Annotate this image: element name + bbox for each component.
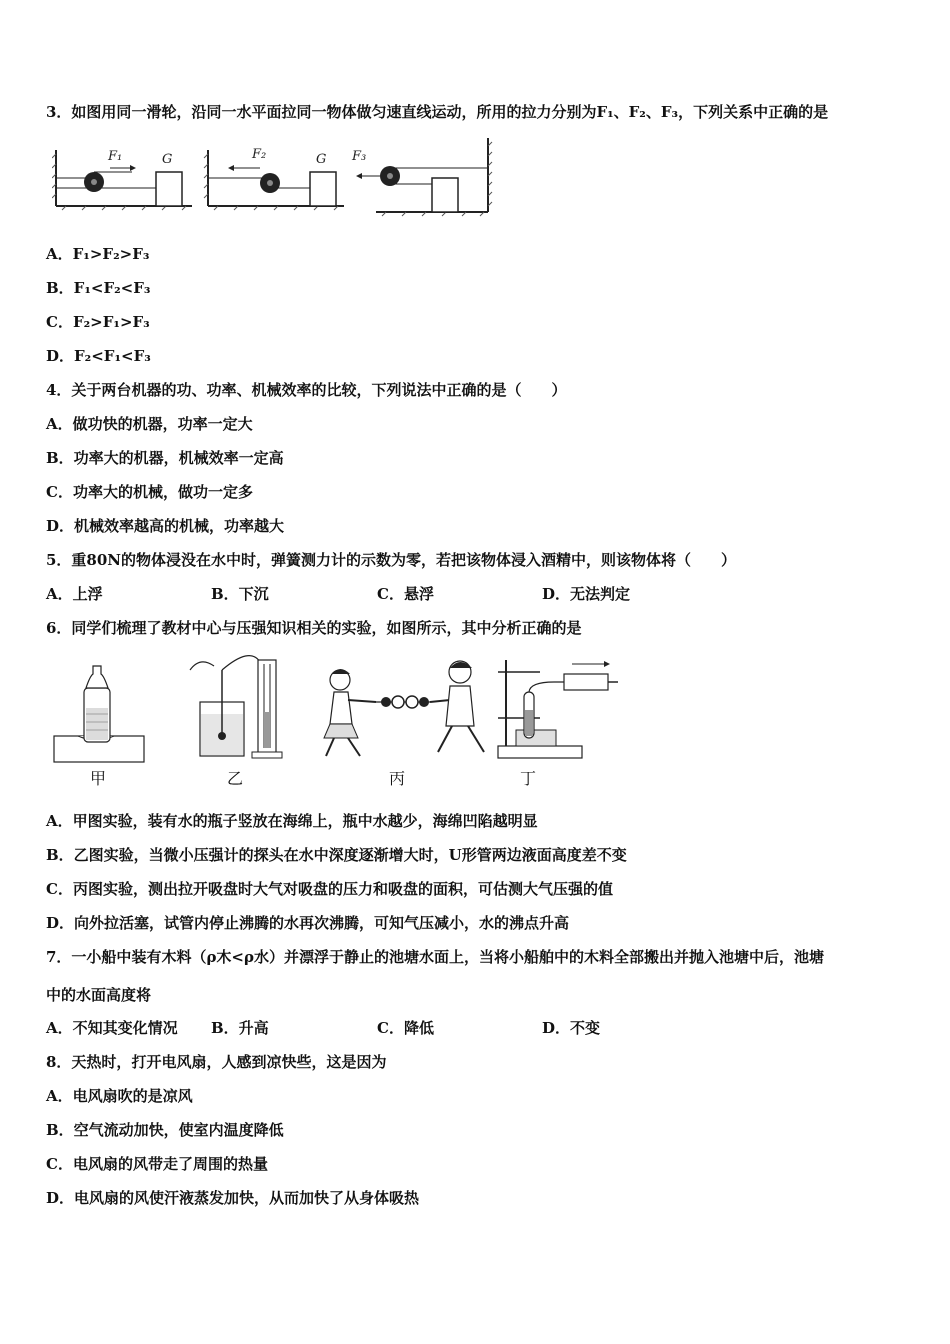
label-g-1: G [162,152,173,167]
q7-option-c[interactable]: C．降低 [377,1019,434,1037]
pulley-panel-3 [351,138,492,216]
label-f2: F₂ [252,147,267,162]
q3-option-c[interactable]: C．F₂>F₁>F₃ [46,313,150,331]
q5-stem: 5．重80N的物体浸没在水中时，弹簧测力计的示数为零，若把该物体浸入酒精中，则该物体将（ ） [46,551,737,569]
q3-option-a[interactable]: A．F₁>F₂>F₃ [46,245,150,263]
q3-option-b[interactable]: B．F₁<F₂<F₃ [46,279,151,297]
q7-option-b[interactable]: B．升高 [211,1019,269,1037]
q5-option-b[interactable]: B．下沉 [211,585,269,603]
q8-stem: 8．天热时，打开电风扇，人感到凉快些，这是因为 [46,1053,387,1071]
q7-option-d[interactable]: D．不变 [542,1019,601,1037]
label-f3: F₃ [352,149,367,164]
q4-option-c[interactable]: C．功率大的机械，做功一定多 [46,483,253,501]
pulley-panel-2 [204,147,344,210]
q6-option-a[interactable]: A．甲图实验，装有水的瓶子竖放在海绵上，瓶中水越少，海绵凹陷越明显 [46,812,538,830]
q6-stem: 6．同学们梳理了教材中心与压强知识相关的实验，如图所示，其中分析正确的是 [46,619,582,637]
q4-option-a[interactable]: A．做功快的机器，功率一定大 [46,415,253,433]
caption-ding: 丁 [520,769,537,788]
caption-yi: 乙 [227,769,244,788]
q8-option-d[interactable]: D．电风扇的风使汗液蒸发加快，从而加快了从身体吸热 [46,1189,420,1207]
q8-option-a[interactable]: A．电风扇吹的是凉风 [46,1087,193,1105]
q4-stem: 4．关于两台机器的功、功率、机械效率的比较，下列说法中正确的是（ ） [46,381,567,399]
q5-option-c[interactable]: C．悬浮 [377,585,434,603]
caption-bing: 丙 [389,769,406,788]
q6-experiments-figure [50,652,620,767]
label-f1: F₁ [108,149,123,164]
q7-stem-line-2: 中的水面高度将 [46,986,152,1004]
q8-option-b[interactable]: B．空气流动加快，使室内温度降低 [46,1121,284,1139]
q3-pulley-figure [52,138,497,220]
caption-jia: 甲 [90,769,107,788]
boiling-syringe-drawing [498,660,618,758]
q3-option-d[interactable]: D．F₂<F₁<F₃ [46,347,151,365]
q6-option-d[interactable]: D．向外拉活塞，试管内停止沸腾的水再次沸腾，可知气压减小，水的沸点升高 [46,914,570,932]
q5-option-d[interactable]: D．无法判定 [542,585,631,603]
q4-option-b[interactable]: B．功率大的机器，机械效率一定高 [46,449,284,467]
q4-option-d[interactable]: D．机械效率越高的机械，功率越大 [46,517,285,535]
label-g-2: G [316,152,327,167]
bottle-on-sponge-drawing [54,666,144,762]
q7-option-a[interactable]: A．不知其变化情况 [46,1019,178,1037]
q6-option-b[interactable]: B．乙图实验，当微小压强计的探头在水中深度逐渐增大时，U形管两边液面高度差不变 [46,846,627,864]
pressure-gauge-drawing [190,656,282,758]
q6-option-c[interactable]: C．丙图实验，测出拉开吸盘时大气对吸盘的压力和吸盘的面积，可估测大气压强的值 [46,880,613,898]
q7-stem-line-1: 7．一小船中装有木料（ρ木<ρ水）并漂浮于静止的池塘水面上，当将小船舶中的木料全部搬出并抛入池塘中后，池塘 [46,948,824,966]
pulley-panel-1 [52,149,192,210]
q3-stem: 3．如图用同一滑轮，沿同一水平面拉同一物体做匀速直线运动，所用的拉力分别为F₁、F₂、F₃，下列关系中正确的是 [46,103,829,121]
q8-option-c[interactable]: C．电风扇的风带走了周围的热量 [46,1155,268,1173]
suction-cups-drawing [324,661,484,756]
q5-option-a[interactable]: A．上浮 [46,585,103,603]
